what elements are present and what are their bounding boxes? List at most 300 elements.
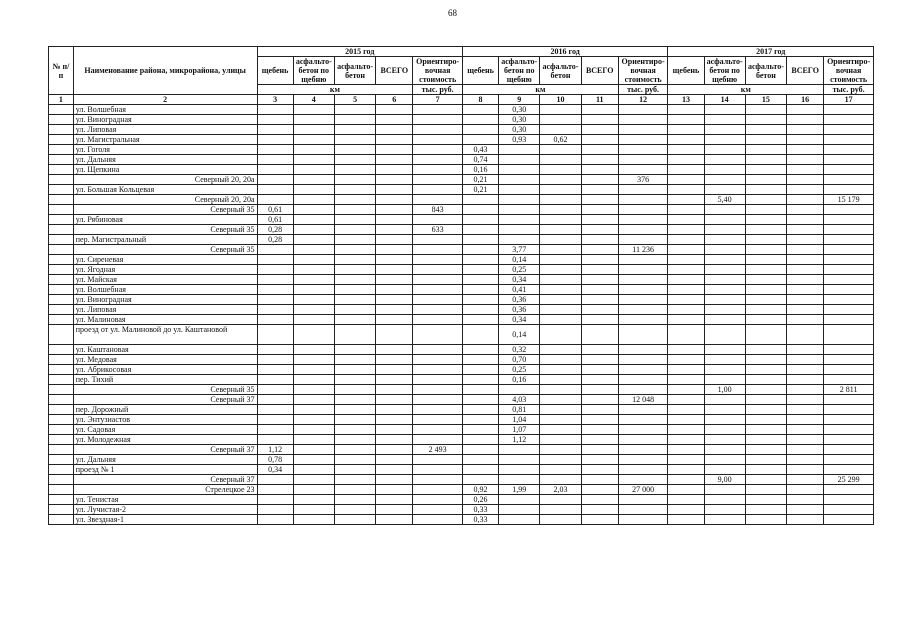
value-cell-col-15	[745, 245, 786, 255]
value-cell-col-4	[293, 275, 334, 285]
value-cell-col-6	[376, 485, 413, 495]
value-cell-col-15	[745, 435, 786, 445]
street-name: ул. Щепкина	[73, 165, 257, 175]
value-cell-col-5	[334, 515, 375, 525]
value-cell-col-17	[824, 415, 874, 425]
value-cell-col-7	[413, 395, 463, 405]
table-row	[49, 195, 874, 205]
value-cell-col-9: 1,07	[499, 425, 540, 435]
value-cell-col-12	[618, 135, 668, 145]
value-cell-col-9: 0,36	[499, 295, 540, 305]
value-cell-col-17	[824, 495, 874, 505]
value-cell-col-8	[462, 475, 498, 485]
value-cell-col-16	[787, 315, 824, 325]
section-name: Северный 35	[73, 245, 257, 255]
value-cell-col-13	[668, 225, 704, 235]
value-cell-col-7	[413, 405, 463, 415]
row-no-cell	[49, 185, 74, 195]
value-cell-col-10	[540, 395, 581, 405]
value-cell-col-4	[293, 285, 334, 295]
value-cell-col-4	[293, 125, 334, 135]
value-cell-col-7	[413, 135, 463, 145]
row-no-cell	[49, 455, 74, 465]
value-cell-col-15	[745, 425, 786, 435]
value-cell-col-7	[413, 245, 463, 255]
header-no: № п/п	[49, 47, 74, 95]
value-cell-col-10	[540, 145, 581, 155]
street-name: ул. Сиреневая	[73, 255, 257, 265]
value-cell-col-17	[824, 115, 874, 125]
value-cell-col-15	[745, 475, 786, 485]
value-cell-col-13	[668, 205, 704, 215]
street-name: ул. Энтузиастов	[73, 415, 257, 425]
value-cell-col-10	[540, 305, 581, 315]
value-cell-col-7: 2 493	[413, 445, 463, 455]
header-sub-10: асфальто-бетон	[540, 57, 581, 85]
value-cell-col-8	[462, 345, 498, 355]
value-cell-col-5	[334, 265, 375, 275]
value-cell-col-9: 0,25	[499, 365, 540, 375]
value-cell-col-15	[745, 135, 786, 145]
value-cell-col-14	[704, 125, 745, 135]
value-cell-col-14	[704, 405, 745, 415]
value-cell-col-10	[540, 355, 581, 365]
value-cell-col-4	[293, 145, 334, 155]
value-cell-col-13	[668, 125, 704, 135]
value-cell-col-15	[745, 315, 786, 325]
value-cell-col-11	[581, 435, 618, 445]
value-cell-col-6	[376, 265, 413, 275]
value-cell-col-15	[745, 485, 786, 495]
value-cell-col-8	[462, 445, 498, 455]
value-cell-col-5	[334, 305, 375, 315]
value-cell-col-6	[376, 375, 413, 385]
value-cell-col-12	[618, 235, 668, 245]
value-cell-col-3	[257, 245, 293, 255]
value-cell-col-5	[334, 295, 375, 305]
value-cell-col-16	[787, 165, 824, 175]
value-cell-col-13	[668, 475, 704, 485]
value-cell-col-3: 0,78	[257, 455, 293, 465]
value-cell-col-14	[704, 345, 745, 355]
value-cell-col-10	[540, 375, 581, 385]
value-cell-col-15	[745, 155, 786, 165]
value-cell-col-16	[787, 215, 824, 225]
value-cell-col-11	[581, 295, 618, 305]
value-cell-col-17	[824, 485, 874, 495]
value-cell-col-11	[581, 465, 618, 475]
value-cell-col-8	[462, 205, 498, 215]
value-cell-col-17	[824, 325, 874, 345]
value-cell-col-5	[334, 275, 375, 285]
value-cell-col-7	[413, 175, 463, 185]
value-cell-col-7	[413, 435, 463, 445]
table-row	[49, 415, 874, 425]
value-cell-col-12	[618, 165, 668, 175]
value-cell-col-12	[618, 415, 668, 425]
table-row	[49, 305, 874, 315]
row-no-cell	[49, 395, 74, 405]
header-name: Наименование района, микрорайона, улицы	[73, 47, 257, 95]
value-cell-col-17	[824, 105, 874, 115]
value-cell-col-10	[540, 245, 581, 255]
value-cell-col-4	[293, 385, 334, 395]
value-cell-col-8	[462, 385, 498, 395]
value-cell-col-4	[293, 165, 334, 175]
row-no-cell	[49, 285, 74, 295]
value-cell-col-11	[581, 135, 618, 145]
value-cell-col-13	[668, 215, 704, 225]
value-cell-col-12	[618, 405, 668, 415]
value-cell-col-11	[581, 345, 618, 355]
header-unit-km: км	[668, 85, 824, 95]
value-cell-col-9: 0,34	[499, 275, 540, 285]
value-cell-col-12	[618, 445, 668, 455]
value-cell-col-15	[745, 285, 786, 295]
value-cell-col-15	[745, 325, 786, 345]
value-cell-col-5	[334, 345, 375, 355]
value-cell-col-10	[540, 385, 581, 395]
header-sub-12: Ориентиро-вочная стоимость	[618, 57, 668, 85]
value-cell-col-14	[704, 265, 745, 275]
street-name: ул. Молодежная	[73, 435, 257, 445]
value-cell-col-13	[668, 365, 704, 375]
value-cell-col-11	[581, 185, 618, 195]
value-cell-col-6	[376, 325, 413, 345]
table-row	[49, 225, 874, 235]
column-number: 15	[745, 95, 786, 105]
table-row	[49, 495, 874, 505]
value-cell-col-11	[581, 405, 618, 415]
value-cell-col-17	[824, 365, 874, 375]
value-cell-col-8	[462, 275, 498, 285]
value-cell-col-14	[704, 485, 745, 495]
value-cell-col-7	[413, 125, 463, 135]
value-cell-col-5	[334, 155, 375, 165]
value-cell-col-7	[413, 305, 463, 315]
table-row	[49, 295, 874, 305]
value-cell-col-4	[293, 315, 334, 325]
value-cell-col-12	[618, 505, 668, 515]
value-cell-col-6	[376, 145, 413, 155]
value-cell-col-16	[787, 475, 824, 485]
value-cell-col-11	[581, 215, 618, 225]
column-number: 11	[581, 95, 618, 105]
value-cell-col-8	[462, 215, 498, 225]
value-cell-col-14	[704, 455, 745, 465]
value-cell-col-15	[745, 515, 786, 525]
header-year-2017: 2017 год	[668, 47, 874, 57]
value-cell-col-13	[668, 295, 704, 305]
value-cell-col-5	[334, 245, 375, 255]
value-cell-col-10	[540, 265, 581, 275]
value-cell-col-7	[413, 515, 463, 525]
value-cell-col-4	[293, 295, 334, 305]
value-cell-col-6	[376, 195, 413, 205]
value-cell-col-3	[257, 295, 293, 305]
value-cell-col-15	[745, 295, 786, 305]
value-cell-col-15	[745, 365, 786, 375]
value-cell-col-16	[787, 185, 824, 195]
value-cell-col-13	[668, 455, 704, 465]
value-cell-col-7	[413, 475, 463, 485]
value-cell-col-3	[257, 255, 293, 265]
header-sub-16: ВСЕГО	[787, 57, 824, 85]
value-cell-col-10: 0,62	[540, 135, 581, 145]
value-cell-col-10	[540, 115, 581, 125]
value-cell-col-16	[787, 205, 824, 215]
value-cell-col-6	[376, 285, 413, 295]
value-cell-col-13	[668, 375, 704, 385]
row-no-cell	[49, 295, 74, 305]
value-cell-col-3: 0,34	[257, 465, 293, 475]
value-cell-col-5	[334, 375, 375, 385]
street-name: ул. Майская	[73, 275, 257, 285]
value-cell-col-12	[618, 355, 668, 365]
value-cell-col-7	[413, 385, 463, 395]
street-name: ул. Липовая	[73, 305, 257, 315]
value-cell-col-15	[745, 495, 786, 505]
value-cell-col-8: 0,16	[462, 165, 498, 175]
row-no-cell	[49, 425, 74, 435]
value-cell-col-8	[462, 255, 498, 265]
value-cell-col-4	[293, 495, 334, 505]
value-cell-col-7	[413, 415, 463, 425]
value-cell-col-12	[618, 455, 668, 465]
value-cell-col-10	[540, 325, 581, 345]
value-cell-col-13	[668, 175, 704, 185]
value-cell-col-15	[745, 165, 786, 175]
value-cell-col-10	[540, 155, 581, 165]
value-cell-col-12	[618, 255, 668, 265]
row-no-cell	[49, 175, 74, 185]
value-cell-col-3	[257, 155, 293, 165]
section-name: Северный 20, 20а	[73, 175, 257, 185]
row-no-cell	[49, 245, 74, 255]
value-cell-col-16	[787, 445, 824, 455]
value-cell-col-16	[787, 125, 824, 135]
value-cell-col-4	[293, 375, 334, 385]
value-cell-col-5	[334, 205, 375, 215]
section-name: Северный 35	[73, 205, 257, 215]
value-cell-col-12	[618, 345, 668, 355]
row-no-cell	[49, 225, 74, 235]
value-cell-col-5	[334, 475, 375, 485]
value-cell-col-13	[668, 505, 704, 515]
value-cell-col-7	[413, 105, 463, 115]
value-cell-col-15	[745, 215, 786, 225]
value-cell-col-17	[824, 505, 874, 515]
value-cell-col-13	[668, 445, 704, 455]
value-cell-col-11	[581, 145, 618, 155]
value-cell-col-8	[462, 465, 498, 475]
table-row	[49, 395, 874, 405]
value-cell-col-3: 1,12	[257, 445, 293, 455]
street-name: ул. Садовая	[73, 425, 257, 435]
value-cell-col-10	[540, 275, 581, 285]
row-no-cell	[49, 215, 74, 225]
value-cell-col-7	[413, 165, 463, 175]
value-cell-col-13	[668, 165, 704, 175]
value-cell-col-15	[745, 405, 786, 415]
value-cell-col-4	[293, 445, 334, 455]
value-cell-col-10	[540, 345, 581, 355]
value-cell-col-5	[334, 325, 375, 345]
value-cell-col-9	[499, 155, 540, 165]
value-cell-col-11	[581, 375, 618, 385]
value-cell-col-3	[257, 355, 293, 365]
value-cell-col-6	[376, 455, 413, 465]
value-cell-col-8	[462, 115, 498, 125]
row-no-cell	[49, 255, 74, 265]
street-name: ул. Дальняя	[73, 455, 257, 465]
value-cell-col-16	[787, 385, 824, 395]
value-cell-col-11	[581, 425, 618, 435]
value-cell-col-12: 12 048	[618, 395, 668, 405]
row-no-cell	[49, 515, 74, 525]
value-cell-col-6	[376, 465, 413, 475]
value-cell-col-8	[462, 365, 498, 375]
value-cell-col-14	[704, 515, 745, 525]
value-cell-col-8: 0,92	[462, 485, 498, 495]
row-no-cell	[49, 505, 74, 515]
value-cell-col-9	[499, 145, 540, 155]
value-cell-col-7	[413, 325, 463, 345]
value-cell-col-6	[376, 395, 413, 405]
value-cell-col-3	[257, 165, 293, 175]
street-name: пер. Дорожный	[73, 405, 257, 415]
value-cell-col-3	[257, 125, 293, 135]
row-no-cell	[49, 115, 74, 125]
value-cell-col-16	[787, 135, 824, 145]
table-row	[49, 265, 874, 275]
value-cell-col-10	[540, 495, 581, 505]
value-cell-col-6	[376, 135, 413, 145]
value-cell-col-14: 5,40	[704, 195, 745, 205]
value-cell-col-9	[499, 495, 540, 505]
street-name: ул. Виноградная	[73, 115, 257, 125]
value-cell-col-4	[293, 305, 334, 315]
value-cell-col-14	[704, 155, 745, 165]
value-cell-col-9: 1,04	[499, 415, 540, 425]
street-name: проезд № 1	[73, 465, 257, 475]
value-cell-col-14	[704, 465, 745, 475]
value-cell-col-12	[618, 185, 668, 195]
value-cell-col-17	[824, 345, 874, 355]
value-cell-col-15	[745, 115, 786, 125]
street-name: ул. Дальняя	[73, 155, 257, 165]
value-cell-col-5	[334, 435, 375, 445]
table-row	[49, 315, 874, 325]
value-cell-col-5	[334, 135, 375, 145]
value-cell-col-13	[668, 425, 704, 435]
value-cell-col-4	[293, 215, 334, 225]
value-cell-col-15	[745, 355, 786, 365]
value-cell-col-13	[668, 495, 704, 505]
value-cell-col-10	[540, 215, 581, 225]
value-cell-col-14: 1,00	[704, 385, 745, 395]
value-cell-col-9: 3,77	[499, 245, 540, 255]
value-cell-col-13	[668, 345, 704, 355]
header-sub-15: асфальто-бетон	[745, 57, 786, 85]
value-cell-col-14	[704, 205, 745, 215]
value-cell-col-12	[618, 465, 668, 475]
row-no-cell	[49, 475, 74, 485]
value-cell-col-16	[787, 155, 824, 165]
value-cell-col-8	[462, 285, 498, 295]
value-cell-col-15	[745, 345, 786, 355]
header-unit-cost: тыс. руб.	[618, 85, 668, 95]
value-cell-col-9: 0,30	[499, 105, 540, 115]
value-cell-col-12	[618, 385, 668, 395]
header-sub-6: ВСЕГО	[376, 57, 413, 85]
row-no-cell	[49, 495, 74, 505]
value-cell-col-3	[257, 385, 293, 395]
value-cell-col-9: 0,32	[499, 345, 540, 355]
value-cell-col-14	[704, 395, 745, 405]
value-cell-col-7	[413, 485, 463, 495]
value-cell-col-11	[581, 355, 618, 365]
value-cell-col-14	[704, 315, 745, 325]
value-cell-col-7	[413, 275, 463, 285]
street-name: ул. Волшебная	[73, 105, 257, 115]
street-name: ул. Магистральная	[73, 135, 257, 145]
value-cell-col-3	[257, 515, 293, 525]
value-cell-col-3: 0,28	[257, 235, 293, 245]
value-cell-col-12	[618, 425, 668, 435]
value-cell-col-16	[787, 145, 824, 155]
value-cell-col-15	[745, 385, 786, 395]
value-cell-col-17	[824, 255, 874, 265]
value-cell-col-14: 9,00	[704, 475, 745, 485]
value-cell-col-9: 0,14	[499, 325, 540, 345]
value-cell-col-17: 25 299	[824, 475, 874, 485]
value-cell-col-8	[462, 235, 498, 245]
table-row	[49, 425, 874, 435]
value-cell-col-5	[334, 425, 375, 435]
column-number: 4	[293, 95, 334, 105]
row-no-cell	[49, 365, 74, 375]
value-cell-col-13	[668, 355, 704, 365]
value-cell-col-5	[334, 235, 375, 245]
value-cell-col-13	[668, 245, 704, 255]
value-cell-col-7	[413, 355, 463, 365]
value-cell-col-17	[824, 375, 874, 385]
value-cell-col-10	[540, 235, 581, 245]
header-sub-13: щебень	[668, 57, 704, 85]
value-cell-col-4	[293, 415, 334, 425]
value-cell-col-13	[668, 275, 704, 285]
header-sub-11: ВСЕГО	[581, 57, 618, 85]
value-cell-col-14	[704, 225, 745, 235]
value-cell-col-13	[668, 195, 704, 205]
row-no-cell	[49, 345, 74, 355]
row-no-cell	[49, 465, 74, 475]
column-number: 9	[499, 95, 540, 105]
value-cell-col-9: 1,99	[499, 485, 540, 495]
value-cell-col-14	[704, 135, 745, 145]
column-number: 6	[376, 95, 413, 105]
value-cell-col-5	[334, 165, 375, 175]
value-cell-col-11	[581, 105, 618, 115]
value-cell-col-9	[499, 385, 540, 395]
value-cell-col-8	[462, 195, 498, 205]
value-cell-col-4	[293, 135, 334, 145]
value-cell-col-12	[618, 115, 668, 125]
value-cell-col-13	[668, 155, 704, 165]
value-cell-col-13	[668, 515, 704, 525]
value-cell-col-3	[257, 175, 293, 185]
